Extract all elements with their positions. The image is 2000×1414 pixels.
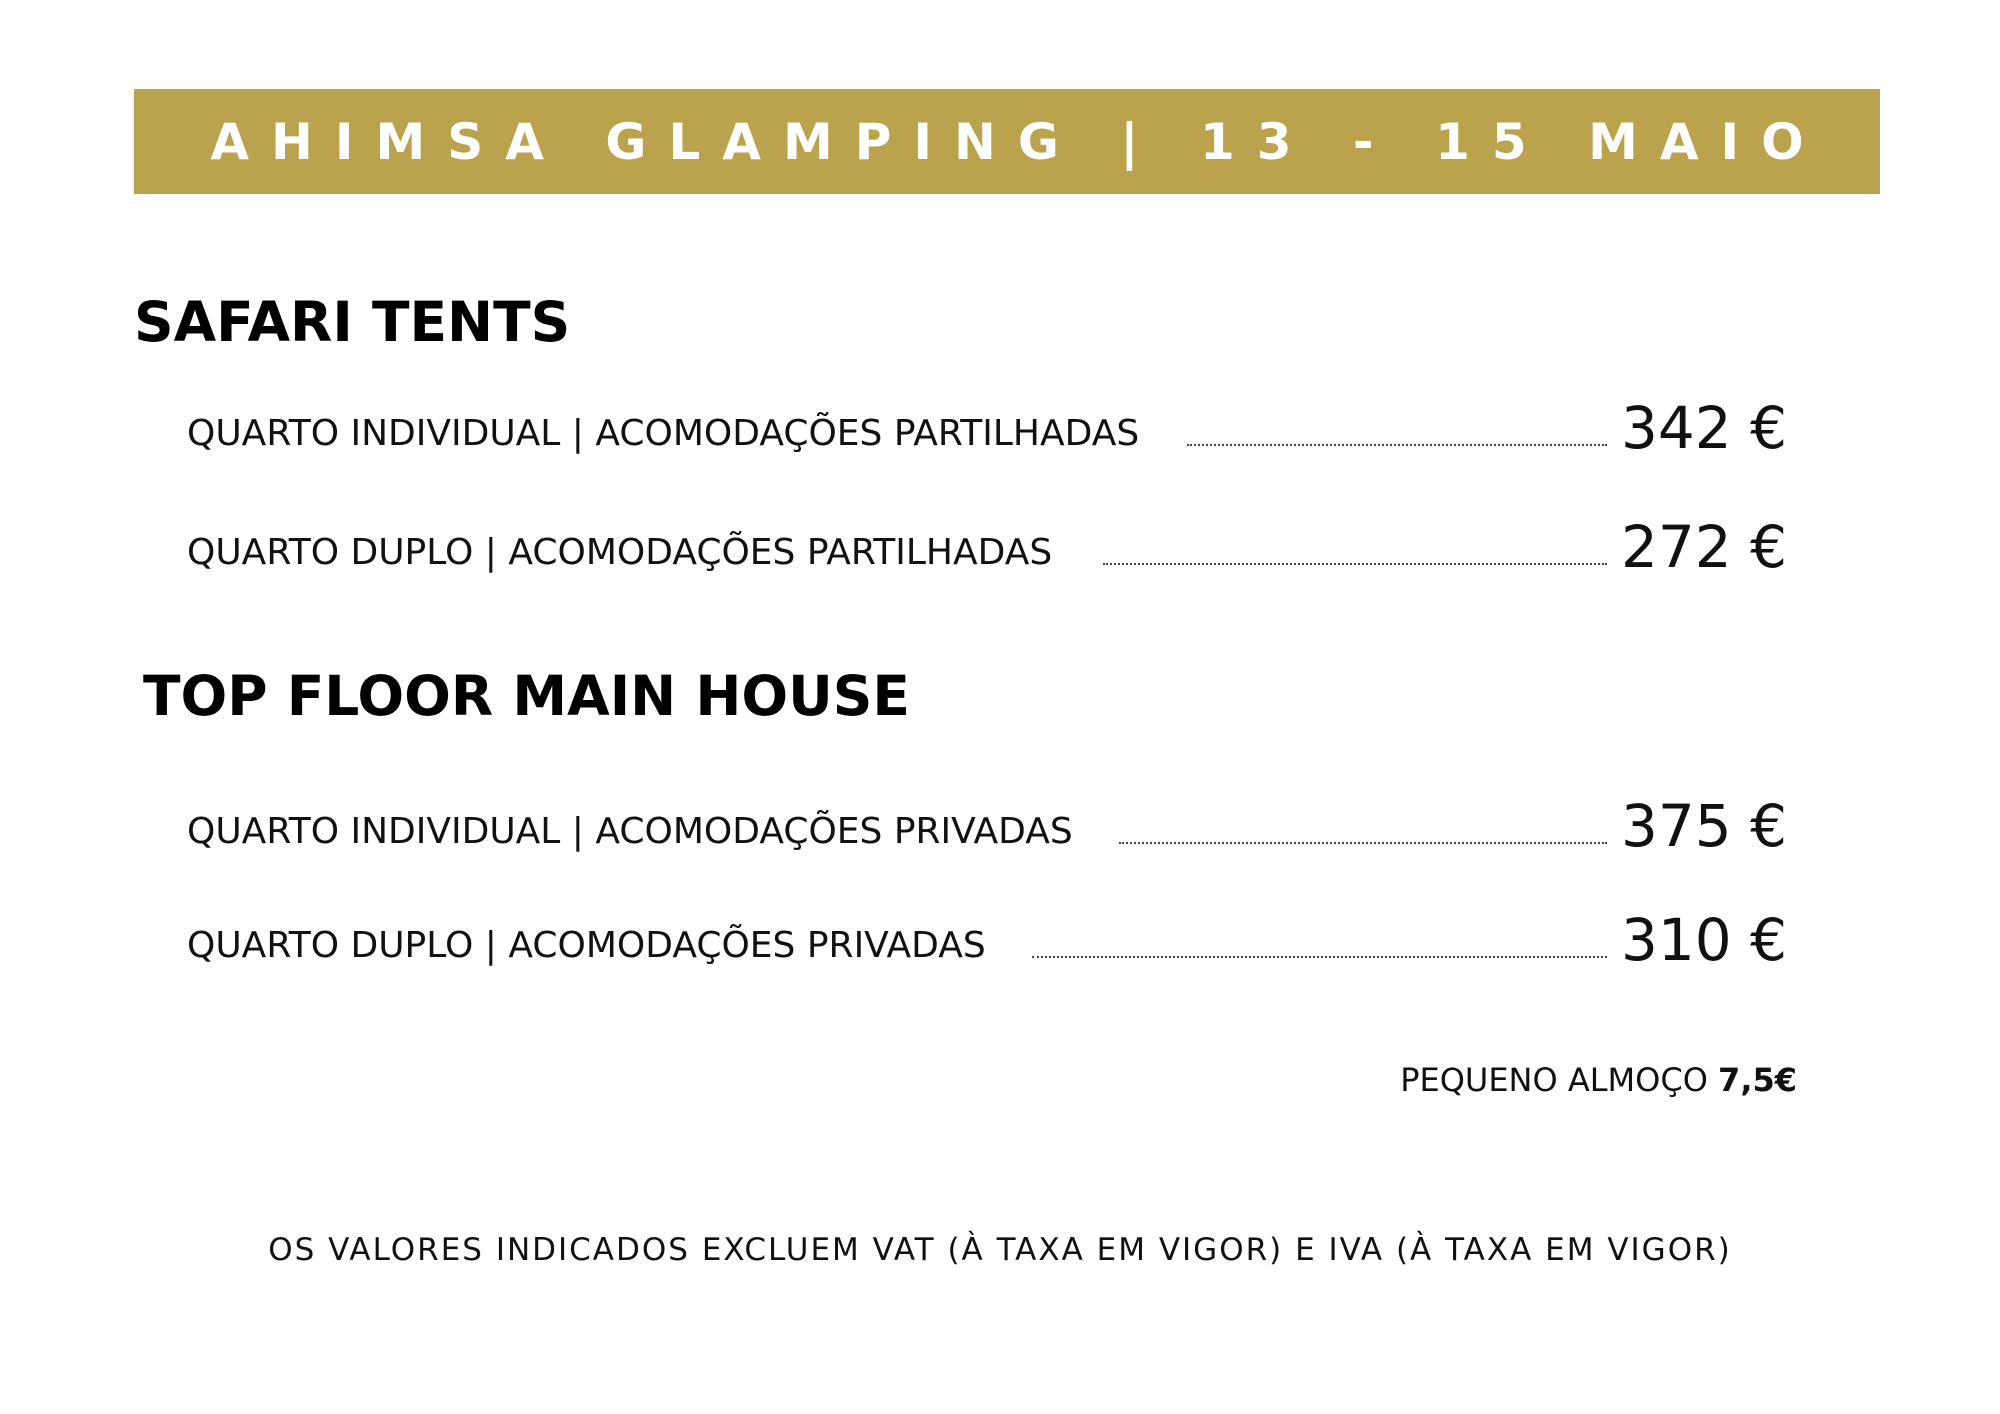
dotted-leader xyxy=(1103,563,1607,565)
section-title-safari-tents: SAFARI TENTS xyxy=(134,290,571,354)
price-row xyxy=(187,394,1787,464)
dotted-leader xyxy=(1187,444,1607,446)
title-banner xyxy=(134,89,1880,194)
price-row-value: 310 € xyxy=(1620,906,1787,974)
price-row-label: QUARTO INDIVIDUAL | ACOMODAÇÕES PRIVADAS xyxy=(187,811,1083,852)
dotted-leader xyxy=(1032,956,1607,958)
price-row xyxy=(187,792,1787,862)
price-row-label: QUARTO DUPLO | ACOMODAÇÕES PRIVADAS xyxy=(187,925,996,966)
price-row-label: QUARTO INDIVIDUAL | ACOMODAÇÕES PARTILHADAS xyxy=(187,413,1149,454)
breakfast-price: 7,5€ xyxy=(1718,1061,1797,1099)
price-row-value: 375 € xyxy=(1620,792,1787,860)
dotted-leader xyxy=(1119,842,1607,844)
breakfast-note xyxy=(1400,1061,1797,1099)
price-row xyxy=(187,906,1787,976)
price-row xyxy=(187,513,1787,583)
price-row-label: QUARTO DUPLO | ACOMODAÇÕES PARTILHADAS xyxy=(187,532,1062,573)
page-title: AHIMSA GLAMPING | 13 - 15 MAIO xyxy=(210,112,1826,171)
price-row-value: 342 € xyxy=(1620,394,1787,462)
price-row-value: 272 € xyxy=(1620,513,1787,581)
breakfast-label: PEQUENO ALMOÇO xyxy=(1400,1061,1708,1099)
tax-disclaimer: OS VALORES INDICADOS EXCLUEM VAT (À TAXA EM VIGOR) E IVA (À TAXA EM VIGOR) xyxy=(268,1232,1732,1268)
section-title-top-floor-main-house: TOP FLOOR MAIN HOUSE xyxy=(143,664,910,728)
